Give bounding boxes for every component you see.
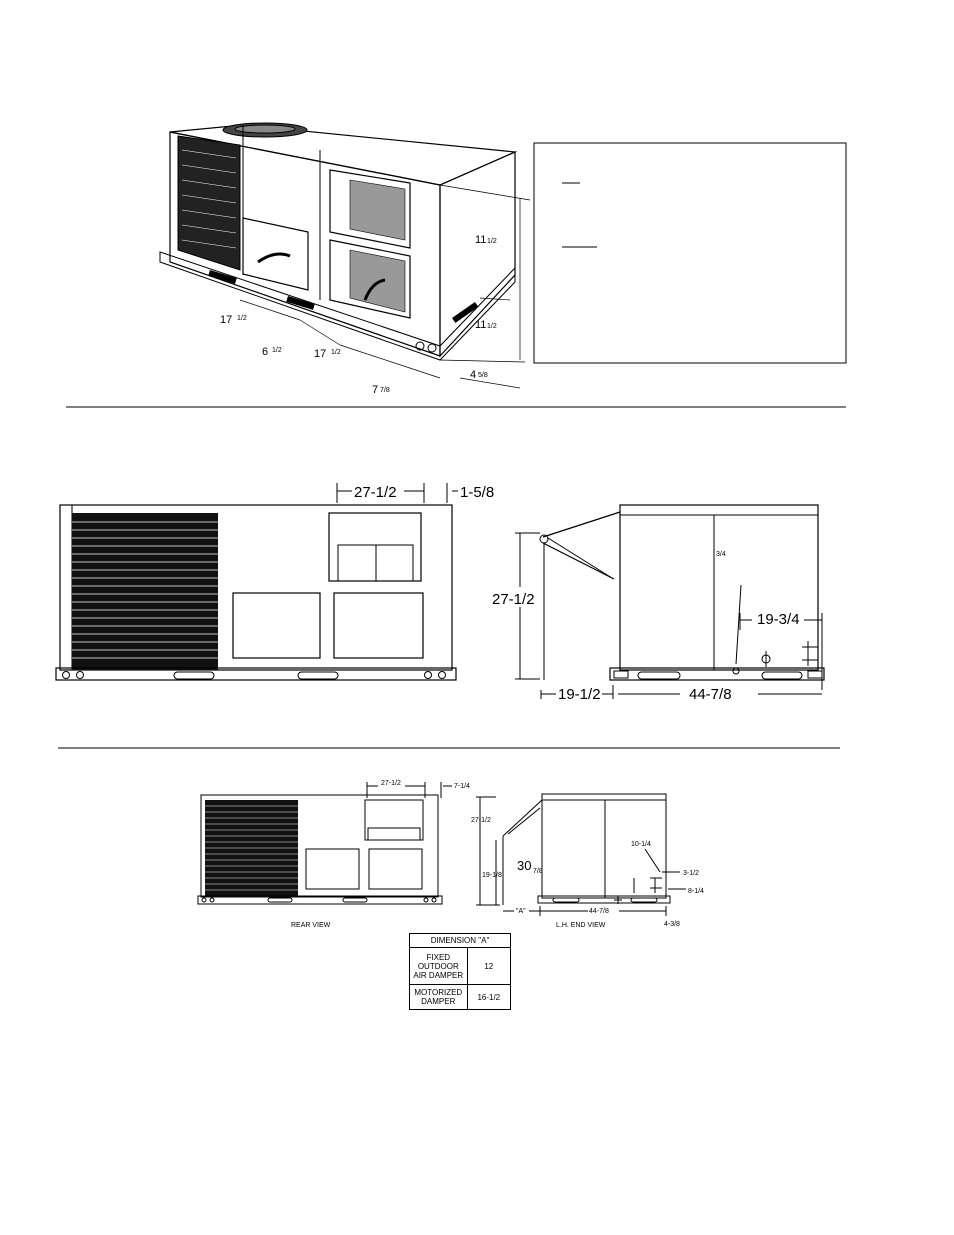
rear-view-caption: REAR VIEW (291, 922, 331, 929)
end-small-big-dim-frac: 7/8 (533, 868, 543, 875)
notes-box (534, 143, 846, 363)
end-small-dim-a: "A" (516, 908, 526, 915)
dimension-a-row-label: MOTORIZED DAMPER (410, 985, 468, 1010)
dimension-a-table-header: DIMENSION "A" (410, 934, 511, 948)
iso-dim-4: 7 (372, 384, 379, 396)
iso-dim-2: 6 (262, 346, 269, 358)
end-small-big-dim: 30 (517, 858, 532, 873)
end-view-small (471, 794, 704, 929)
end-view-caption: L.H. END VIEW (556, 922, 606, 929)
end-small-d1: 10-1/4 (631, 841, 651, 848)
rear-small-top-offset: 7-1/4 (454, 783, 470, 790)
rear-view-small (198, 780, 470, 929)
dimension-a-row-label: FIXED OUTDOOR AIR DAMPER (410, 948, 468, 985)
end-small-height-total: 27-1/2 (471, 817, 491, 824)
dimension-a-row-value: 16-1/2 (467, 985, 510, 1010)
iso-dim-3-frac: 1/2 (331, 349, 341, 356)
dimension-a-table (409, 933, 511, 1010)
rear-small-top-width: 27-1/2 (381, 780, 401, 787)
iso-dim-7-frac: 1/2 (487, 323, 497, 330)
rear-large-top-width: 27-1/2 (354, 484, 397, 501)
end-small-height-lower: 19-1/8 (482, 872, 502, 879)
end-large-height: 27-1/2 (492, 591, 535, 608)
iso-dim-6: 11 (475, 234, 487, 246)
iso-dim-5: 4 (470, 369, 477, 381)
end-large-frac-mark: 3/4 (716, 551, 726, 558)
end-small-d2: 3-1/2 (683, 870, 699, 877)
iso-dim-4-frac: 7/8 (380, 387, 390, 394)
end-large-right-dim: 19-3/4 (757, 611, 800, 628)
iso-dim-1: 17 (220, 314, 233, 326)
end-view-large (492, 505, 824, 703)
iso-dim-5-frac: 5/8 (478, 372, 488, 379)
iso-dim-2-frac: 1/2 (272, 347, 282, 354)
end-small-bottom-right: 4-3/8 (664, 921, 680, 928)
end-small-bottom: 44-7/8 (589, 908, 609, 915)
iso-dim-6-frac: 1/2 (487, 238, 497, 245)
end-large-bottom-right: 44-7/8 (689, 686, 732, 703)
dimension-a-row-value: 12 (467, 948, 510, 985)
iso-dim-7: 11 (475, 319, 487, 331)
rear-large-top-offset: 1-5/8 (460, 484, 495, 501)
end-large-bottom-left: 19-1/2 (558, 686, 601, 703)
rear-view-large (56, 483, 494, 680)
end-small-d3: 8-1/4 (688, 888, 704, 895)
iso-dim-3: 17 (314, 348, 327, 360)
isometric-unit-drawing (160, 123, 530, 396)
iso-dim-1-frac: 1/2 (237, 315, 247, 322)
